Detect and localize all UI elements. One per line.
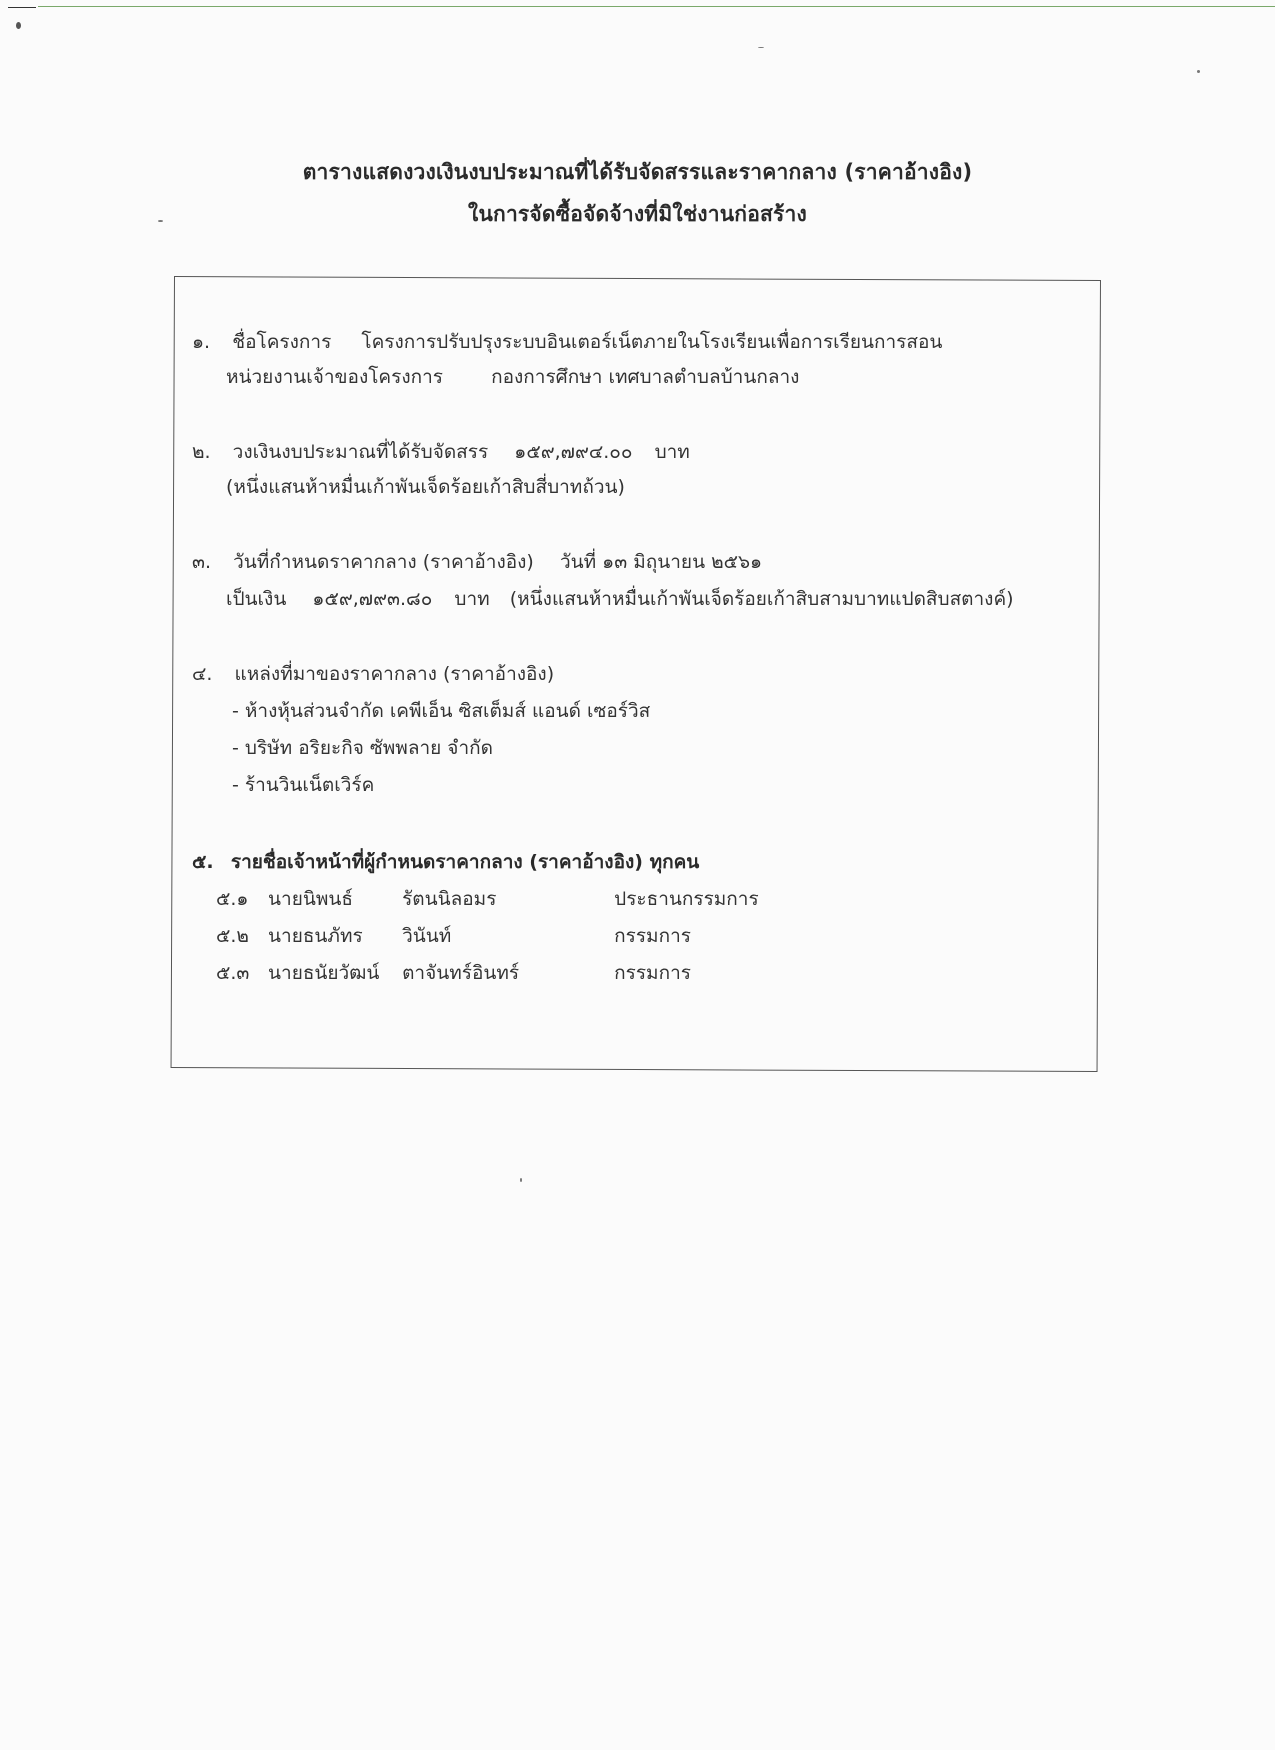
section-3-unit: บาท (454, 588, 490, 610)
section-3-amount-label: เป็นเงิน (226, 588, 287, 610)
section-2-line-1 (192, 437, 690, 467)
committee-member-row (216, 958, 691, 988)
section-4-label: แหล่งที่มาของราคากลาง (ราคาอ้างอิง) (234, 663, 555, 685)
member-number: ๕.๑ (216, 888, 249, 910)
section-1-label: ชื่อโครงการ (232, 331, 332, 353)
member-last-name: รัตนนิลอมร (402, 888, 497, 910)
section-2-unit: บาท (654, 441, 690, 463)
section-2-number: ๒. (192, 441, 211, 463)
scan-speck (1197, 70, 1200, 73)
scan-edge-mark (8, 7, 36, 8)
committee-member-row (216, 921, 691, 951)
section-1-line-2 (226, 362, 799, 392)
scan-top-edge (38, 6, 1275, 7)
page-title-line-1: ตารางแสดงวงเงินงบประมาณที่ได้รับจัดสรรและราคากลาง (ราคาอ้างอิง) (302, 160, 973, 184)
member-role: ประธานกรรมการ (614, 888, 759, 910)
section-2-amount-words: (หนึ่งแสนห้าหมื่นเก้าพันเจ็ดร้อยเก้าสิบสี่บาทถ้วน) (226, 476, 625, 498)
member-first-name: นายธนภัทร (268, 925, 363, 947)
member-first-name: นายธนัยวัฒน์ (268, 962, 380, 984)
member-last-name: วินันท์ (402, 925, 452, 947)
member-role: กรรมการ (614, 925, 691, 947)
section-3-label: วันที่กำหนดราคากลาง (ราคาอ้างอิง) (233, 551, 534, 573)
section-4-number: ๔. (192, 663, 213, 685)
page-title-line-2: ในการจัดซื้อจัดจ้างที่มิใช่งานก่อสร้าง (468, 202, 807, 226)
section-3-amount: ๑๕๙,๗๙๓.๘๐ (312, 588, 433, 610)
member-number: ๕.๒ (216, 925, 249, 947)
section-3-date: วันที่ ๑๓ มิถุนายน ๒๕๖๑ (559, 551, 763, 573)
section-3-line-2 (226, 584, 1014, 614)
committee-member-row (216, 884, 759, 914)
section-5-label: รายชื่อเจ้าหน้าที่ผู้กำหนดราคากลาง (ราคาอ้างอิง) ทุกคน (230, 851, 700, 873)
member-last-name: ตาจันทร์อินทร์ (402, 962, 520, 984)
section-5-number: ๕. (192, 851, 214, 873)
section-5-line-1 (192, 847, 699, 877)
section-1-line-1 (192, 327, 942, 357)
section-3-amount-words: (หนึ่งแสนห้าหมื่นเก้าพันเจ็ดร้อยเก้าสิบสามบาทแปดสิบสตางค์) (509, 588, 1014, 610)
section-3-number: ๓. (192, 551, 212, 573)
section-2-label: วงเงินงบประมาณที่ได้รับจัดสรร (232, 441, 489, 463)
member-number: ๕.๓ (216, 962, 250, 984)
section-3-line-1 (192, 547, 762, 577)
section-4-source-item: - ห้างหุ้นส่วนจำกัด เคพีเอ็น ซิสเต็มส์ แอนด์ เซอร์วิส (232, 700, 651, 722)
section-1-agency-value: กองการศึกษา เทศบาลตำบลบ้านกลาง (491, 366, 800, 388)
member-first-name: นายนิพนธ์ (268, 888, 353, 910)
scan-speck (758, 47, 764, 48)
scan-speck (520, 1178, 522, 1182)
section-4-source-item: - บริษัท อริยะกิจ ซัพพลาย จำกัด (232, 737, 493, 759)
section-4-source-item: - ร้านวินเน็ตเวิร์ค (232, 774, 375, 796)
section-1-agency-label: หน่วยงานเจ้าของโครงการ (226, 366, 443, 388)
section-4-line-1 (192, 659, 554, 689)
section-1-project-name: โครงการปรับปรุงระบบอินเตอร์เน็ตภายในโรงเรียนเพื่อการเรียนการสอน (361, 331, 943, 353)
scan-speck (16, 22, 21, 29)
section-1-number: ๑. (192, 331, 211, 353)
section-2-amount: ๑๕๙,๗๙๔.๐๐ (514, 441, 633, 463)
member-role: กรรมการ (614, 962, 691, 984)
